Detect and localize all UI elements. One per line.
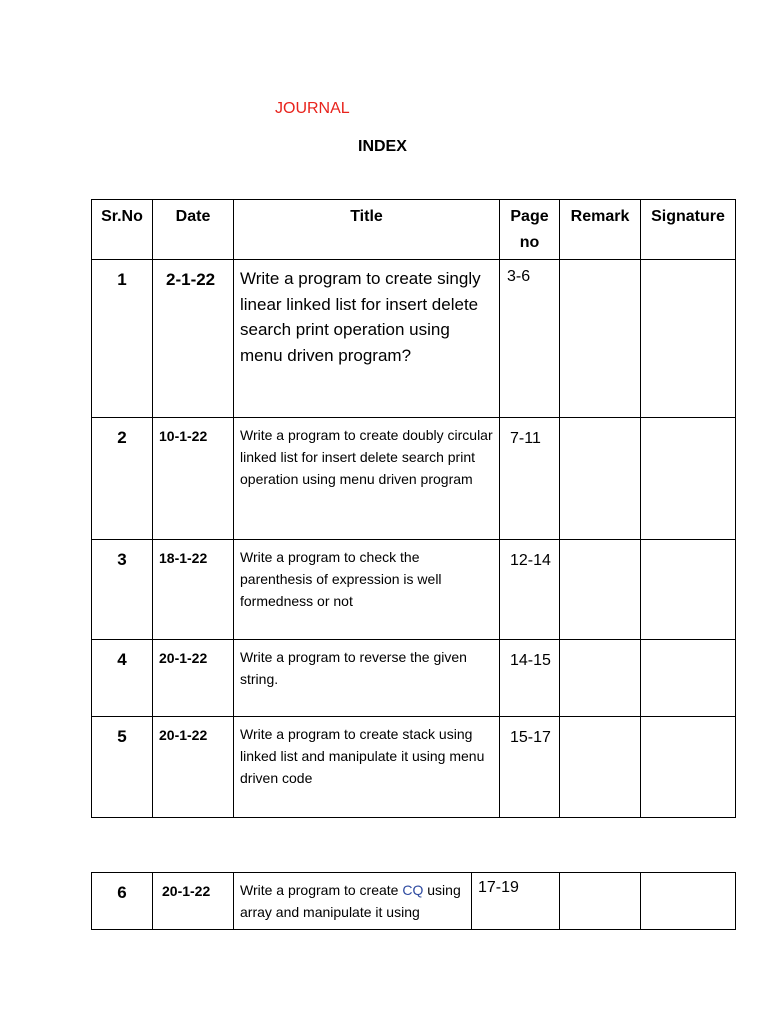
sr-no-cell: 4 (92, 640, 153, 717)
title-cell: Write a program to check the parenthesis of expression is well formedness or not (234, 540, 500, 640)
index-table-continued (91, 872, 736, 930)
remark-cell (560, 418, 641, 540)
header-title: Title (234, 200, 500, 260)
title-cell: Write a program to create doubly circular linked list for insert delete search print operation using menu driven program (234, 418, 500, 540)
title-text-end: using array and manipulate it using (240, 882, 461, 920)
remark-cell (560, 717, 641, 818)
date-cell: 20-1-22 (153, 873, 234, 930)
page-no-cell: 17-19 (472, 873, 560, 930)
date-cell: 20-1-22 (153, 717, 234, 818)
date-cell: 2-1-22 (153, 260, 234, 418)
date-cell: 20-1-22 (153, 640, 234, 717)
header-row (92, 200, 736, 260)
date-cell: 18-1-22 (153, 540, 234, 640)
sr-no-cell: 1 (92, 260, 153, 418)
header-page-no: Page no (500, 200, 560, 260)
signature-cell (641, 540, 736, 640)
remark-cell (560, 873, 641, 930)
table-row (92, 418, 736, 540)
signature-cell (641, 260, 736, 418)
signature-cell (641, 717, 736, 818)
table-row (92, 873, 736, 930)
sr-no-cell: 3 (92, 540, 153, 640)
header-remark: Remark (560, 200, 641, 260)
signature-cell (641, 640, 736, 717)
remark-cell (560, 540, 641, 640)
index-table (91, 199, 736, 818)
title-cell: Write a program to create stack using linked list and manipulate it using menu driven code (234, 717, 500, 818)
signature-cell (641, 873, 736, 930)
sr-no-cell: 2 (92, 418, 153, 540)
table-row (92, 540, 736, 640)
page-no-cell: 12-14 (500, 540, 560, 640)
page-no-cell: 14-15 (500, 640, 560, 717)
date-cell: 10-1-22 (153, 418, 234, 540)
table-row (92, 640, 736, 717)
remark-cell (560, 640, 641, 717)
title-cell: Write a program to reverse the given string. (234, 640, 500, 717)
header-signature: Signature (641, 200, 736, 260)
page-no-cell: 3-6 (500, 260, 560, 418)
page-no-cell: 7-11 (500, 418, 560, 540)
index-heading: INDEX (358, 138, 407, 155)
header-date: Date (153, 200, 234, 260)
title-cell (234, 873, 472, 930)
sr-no-cell: 6 (92, 873, 153, 930)
title-text-start: Write a program to create (240, 882, 403, 898)
page-no-cell: 15-17 (500, 717, 560, 818)
signature-cell (641, 418, 736, 540)
journal-heading: JOURNAL (275, 100, 350, 117)
table-row (92, 717, 736, 818)
sr-no-cell: 5 (92, 717, 153, 818)
header-srno: Sr.No (92, 200, 153, 260)
title-text-cq: CQ (402, 882, 424, 898)
table-row (92, 260, 736, 418)
title-cell: Write a program to create singly linear linked list for insert delete search print operation using menu driven program? (234, 260, 500, 418)
remark-cell (560, 260, 641, 418)
